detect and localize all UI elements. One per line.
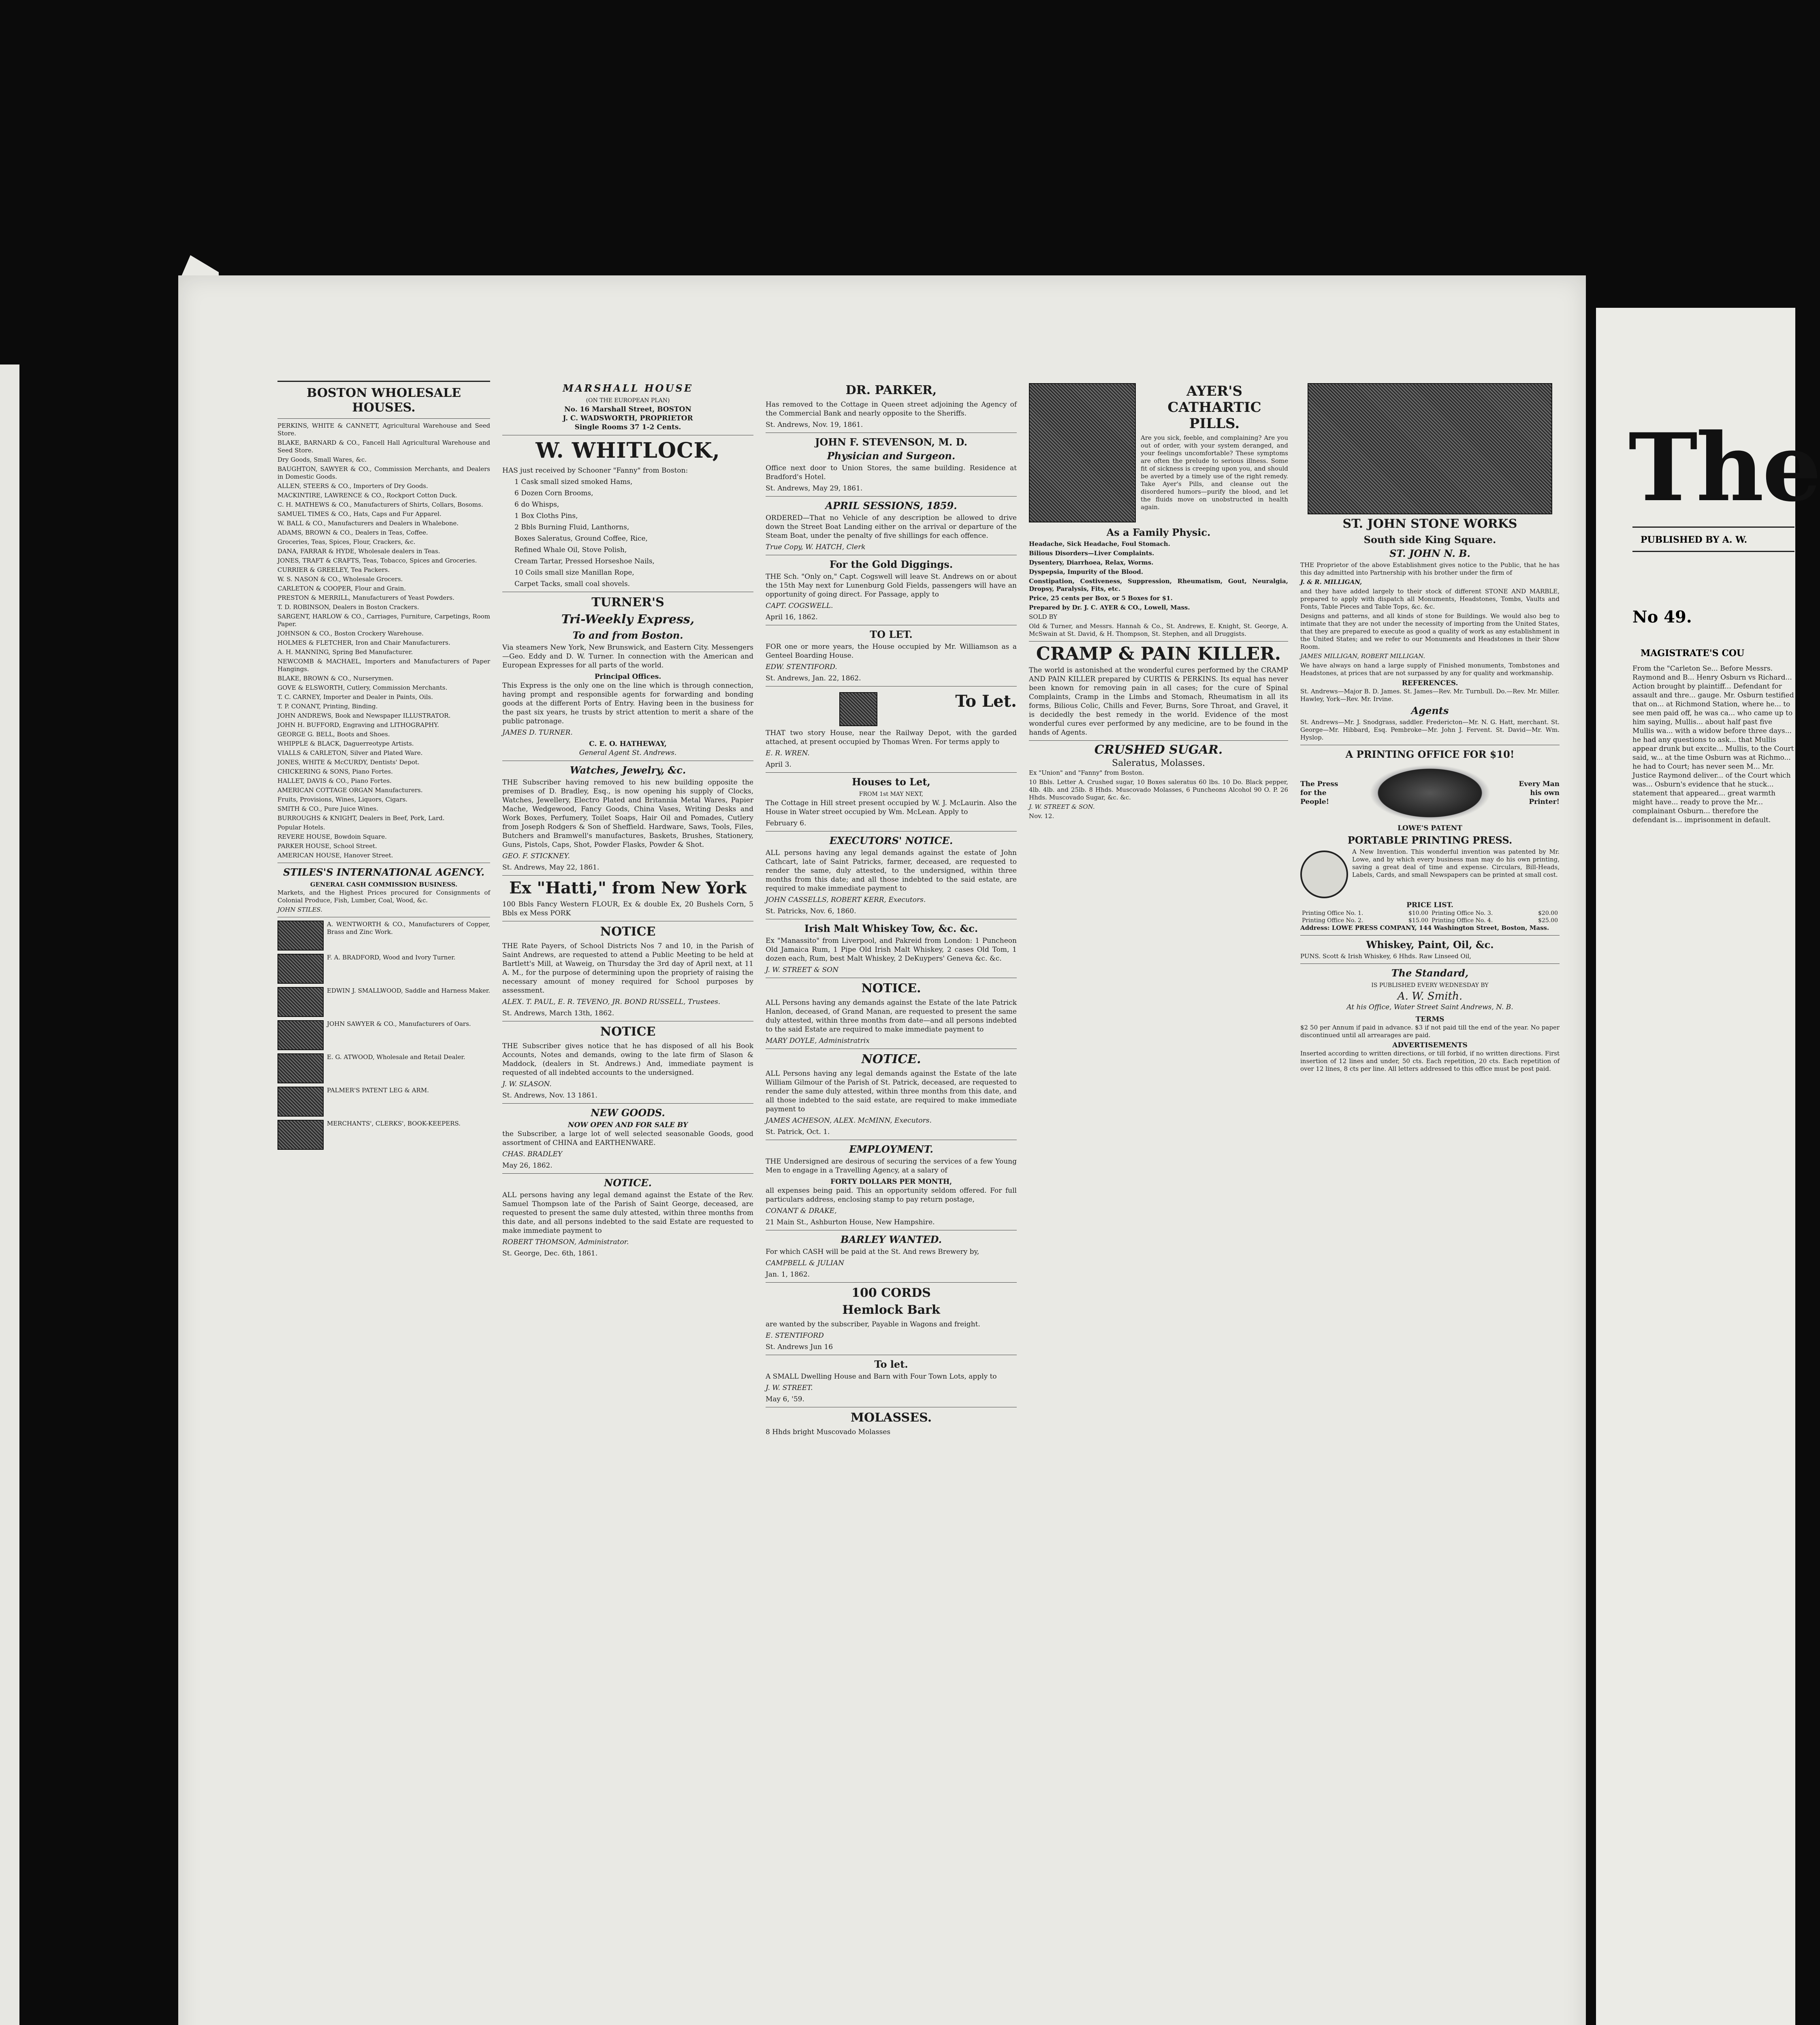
column-2	[502, 381, 753, 2025]
crushed-title: CRUSHED SUGAR.	[1094, 743, 1223, 757]
gold-title: For the Gold Diggings.	[829, 558, 953, 570]
price-cell: $25.00	[1538, 917, 1558, 924]
ayer-dyspepsia: Dyspepsia, Impurity of the Blood.	[1029, 568, 1144, 576]
to-let-2-body: THAT two story House, near the Railway Depot, with the garded attached, at present occupied by Thomas Wren. For terms apply to	[766, 729, 1017, 746]
price-cell: Printing Office No. 1.	[1302, 910, 1363, 917]
barley-body: For which CASH will be paid at the St. And rews Brewery by,	[766, 1248, 979, 1256]
notice-3-body: ALL persons having any legal demand against the Estate of the Rev. Samuel Thompson late of the Parish of Saint George, deceased, are requested to present the same duly attested, within three months from this date, and all persons indebted to the said Estate are requested to make immediate payment to	[502, 1191, 753, 1235]
cramp-title: CRAMP & PAIN KILLER.	[1036, 644, 1281, 664]
illustrated-ad	[277, 1020, 490, 1050]
molasses-title: MOLASSES.	[850, 1411, 932, 1425]
price-row	[1300, 910, 1560, 917]
business-listing: DANA, FARRAR & HYDE, Wholesale dealers in Teas.	[277, 548, 440, 555]
business-listing: MACKINTIRE, LAWRENCE & CO., Rockport Cotton Duck.	[277, 492, 457, 499]
crushed-signature: J. W. STREET & SON.	[1029, 803, 1095, 810]
business-listing: AMERICAN HOUSE, Hanover Street.	[277, 852, 393, 859]
divider	[1300, 963, 1560, 964]
business-listing: CARLETON & COOPER, Flour and Grain.	[277, 585, 406, 592]
business-listing: JONES, WHITE & McCURDY, Dentists' Depot.	[277, 759, 420, 766]
executors-date: St. Patricks, Nov. 6, 1860.	[766, 907, 856, 915]
cords-date: St. Andrews Jun 16	[766, 1343, 833, 1351]
whitlock-item: 10 Coils small size Manillan Rope,	[514, 569, 634, 577]
to-let-3-body: A SMALL Dwelling House and Barn with Four Town Lots, apply to	[766, 1373, 997, 1381]
business-listing: WHIPPLE & BLACK, Daguerreotype Artists.	[277, 740, 414, 747]
divider	[766, 1282, 1017, 1283]
cords-signature: E. STENTIFORD	[766, 1332, 824, 1340]
notice-4-body: ALL Persons having any demands against the Estate of the late Patrick Hanlon, deceased, of Grand Manan, are requested to present the same duly attested, within three months from date—and all persons indebted to the said Estate are required to make immediate payment to	[766, 999, 1017, 1034]
stonework-body-4: We have always on hand a large supply of Finished monuments, Tombstones and Headstones, at prices that are not surpassed by any for quality and workmanship.	[1300, 662, 1560, 677]
notice-2-signature: J. W. SLASON.	[502, 1080, 552, 1088]
business-listing: PERKINS, WHITE & CANNETT, Agricultural Warehouse and Seed Store.	[277, 422, 490, 437]
business-listing: JOHN H. BUFFORD, Engraving and LITHOGRAPHY.	[277, 721, 439, 729]
illustrated-ad	[277, 1053, 490, 1083]
business-listing: BAUGHTON, SAWYER & CO., Commission Merchants, and Dealers in Domestic Goods.	[277, 465, 490, 480]
stonework-body-3: Designs and patterns, and all kinds of stone for Buildings. We would also beg to intimate that they are not under the necessity of importing from the United States, that they are prepared to execute as good a quality of work as any establishment in the United States; and we refer to our Monuments and Headstones in their Show Room.	[1300, 612, 1560, 650]
divider	[766, 496, 1017, 497]
to-let-1-signature: EDW. STENTIFORD.	[766, 663, 837, 671]
cords-sub: Hemlock Bark	[842, 1303, 940, 1317]
lowe-seal-icon	[1300, 850, 1348, 898]
notice-1-signature: ALEX. T. PAUL, E. R. TEVENO, JR. BOND RUSSELL, Trustees.	[502, 998, 721, 1006]
irish-body: Ex "Manassito" from Liverpool, and Pakreid from London: 1 Puncheon Old Jamaica Rum, 1 Pipe Old Irish Malt Whiskey, 2 cases Old Tom, 1 dozen each, Rum, best Malt Whiskey, 2 DeKuypers' Geneva &c. &c.	[766, 937, 1017, 963]
price-cell: Printing Office No. 4.	[1431, 917, 1493, 924]
notice-2-date: St. Andrews, Nov. 13 1861.	[502, 1091, 597, 1100]
employment-title: EMPLOYMENT.	[849, 1143, 933, 1155]
notice-3-date: St. George, Dec. 6th, 1861.	[502, 1249, 598, 1258]
hatheway-role: General Agent St. Andrews.	[579, 749, 677, 757]
whitlock-item: Refined Whale Oil, Stove Polish,	[514, 546, 627, 554]
crushed-sub: Saleratus, Molasses.	[1112, 758, 1205, 768]
notice-5-date: St. Patrick, Oct. 1.	[766, 1128, 830, 1136]
whitlock-item: 1 Box Cloths Pins,	[514, 512, 578, 520]
gold-body: THE Sch. "Only on," Capt. Cogswell will leave St. Andrews on or about the 15th May next for Lunenburg Gold Fields, passengers will have an opportunity of going direct. For Passage, apply to	[766, 573, 1017, 599]
notice-1-title: NOTICE	[600, 925, 656, 939]
ayer-body: Are you sick, feeble, and complaining? Are you out of order, with your system deranged, and your feelings uncomfortable? These symptoms are often the prelude to serious illness. Some fit of sickness is creeping upon you, and should be averted by a timely use of the right remedy. Take Ayer's Pills, and cleanse out the disordered humors—purify the blood, and let the fluids move on unobstructed in health again.	[1141, 434, 1288, 511]
stonework-signature: JAMES MILLIGAN, ROBERT MILLIGAN.	[1300, 652, 1425, 660]
business-listing: ADAMS, BROWN & CO., Dealers in Teas, Coffee.	[277, 529, 428, 536]
watches-title: Watches, Jewelry, &c.	[570, 764, 686, 776]
notice-3-signature: ROBERT THOMSON, Administrator.	[502, 1238, 629, 1246]
business-listing: NEWCOMB & MACHAEL, Importers and Manufacturers of Paper Hangings.	[277, 658, 490, 673]
ad-text: EDWIN J. SMALLWOOD, Saddle and Harness Maker.	[327, 987, 491, 994]
new-goods-signature: CHAS. BRADLEY	[502, 1150, 563, 1158]
notice-5-body: ALL Persons having any legal demands against the Estate of the late William Gilmour of the Parish of St. Patrick, deceased, are requested to render the same duly attested, within three months from this date, and all those indebted to the said estate, are required to make immediate payment to	[766, 1070, 1017, 1113]
notice-5-title: NOTICE.	[861, 1052, 921, 1066]
ayer-title: AYER'S CATHARTIC PILLS.	[1167, 383, 1261, 432]
barley-date: Jan. 1, 1862.	[766, 1270, 810, 1279]
business-listing: SMITH & CO., Pure Juice Wines.	[277, 805, 378, 812]
stevenson-title: JOHN F. STEVENSON, M. D.	[815, 436, 967, 448]
business-listing: Groceries, Teas, Spices, Flour, Crackers, &c.	[277, 538, 416, 546]
ad-woodcut-icon	[277, 987, 324, 1017]
notice-1-body: THE Rate Payers, of School Districts Nos 7 and 10, in the Parish of Saint Andrews, are requested to attend a Public Meeting to be held at Bartlett's Mill, at Waweig, on Thursday the 3rd day of April next, at 11 A. M., for the purpose of determining upon the propriety of raising the necessary amount of money required for School purposes by assessment.	[502, 942, 753, 995]
ad-text: PALMER'S PATENT LEG & ARM.	[327, 1087, 429, 1094]
ayer-price: Price, 25 cents per Box, or 5 Boxes for $1.	[1029, 595, 1173, 602]
article-body: From the "Carleton Se... Before Messrs. Raymond and B... Henry Osburn vs Richard... Action brought by plaintiff... Defendant for assault and thre... gauge. Mr. Osburn testified that on... at Richmond Station, where he... to see men paid off, he was ca... who came up to him saying, Mullis... about half past five Mullis wa... with a widow before three days... he had any questions to ask... that Mullis appear drunk but excite... Mullis, to the Court said, w... at the time Osburn was at Richmo... he had to Court; has never seen M... Mr. Justice Raymond deliver... of the Court which was... Osburn's evidence that he stuck... statement that appeared... great warmth might have... ready to prove the Mr... complainant Osburn... therefore the defendant is... imprisonment in default.	[1632, 665, 1794, 824]
business-listing: A. H. MANNING, Spring Bed Manufacturer.	[277, 648, 413, 656]
business-listing: T. P. CONANT, Printing, Binding.	[277, 703, 378, 710]
divider	[1300, 935, 1560, 936]
turner-signature: JAMES D. TURNER.	[502, 729, 573, 737]
turner-body: Via steamers New York, New Brunswick, and Eastern City. Messengers—Geo. Eddy and D. W. Turner. In connection with the American and European Expresses for all parts of the world.	[502, 644, 753, 669]
watches-body: THE Subscriber having removed to his new building opposite the premises of D. Bradley, Esq., is now opening his supply of Clocks, Watches, Jewellery, Electro Plated and Britannia Metal Wares, Papier Mache, Wedgewood, Fancy Goods, China Vases, Writing Desks and Work Boxes, Perfumery, Toilet Soaps, Hair Oil and Pomades, Cutlery from Joseph Rodgers & Son of Sheffield. Hardware, Saws, Tools, Files, Butchers and Bramwell's manufactures, Baskets, Brushes, Stationery, Guns, Pistols, Caps, Shot, Powder Flasks, Powder & Shot.	[502, 778, 753, 849]
stonework-sub: South side King Square.	[1363, 534, 1496, 546]
hatti-title: Ex "Hatti," from New York	[509, 878, 747, 897]
gold-date: April 16, 1862.	[766, 613, 818, 621]
business-listing: Popular Hotels.	[277, 824, 325, 831]
divider	[502, 875, 753, 876]
new-goods-date: May 26, 1862.	[502, 1162, 553, 1170]
divider	[1029, 641, 1288, 642]
business-listing: HOLMES & FLETCHER, Iron and Chair Manufacturers.	[277, 639, 450, 646]
business-listing: BLAKE, BROWN & CO., Nurserymen.	[277, 675, 394, 682]
notice-4-title: NOTICE.	[861, 981, 921, 995]
ad-text: A. WENTWORTH & CO., Manufacturers of Copper, Brass and Zinc Work.	[327, 921, 490, 936]
houses-body: The Cottage in Hill street present occupied by W. J. McLaurin. Also the House in Water street occupied by Wm. McLean. Apply to	[766, 799, 1017, 816]
published-by: PUBLISHED BY A. W.	[1641, 535, 1747, 545]
ayer-dysentery: Dysentery, Diarrhoea, Relax, Worms.	[1029, 559, 1154, 566]
price-cell: Printing Office No. 3.	[1431, 910, 1493, 917]
divider	[1029, 740, 1288, 741]
cords-body: are wanted by the subscriber, Payable in Wagons and freight.	[766, 1320, 980, 1328]
business-listing: CURRIER & GREELEY, Tea Packers.	[277, 566, 390, 573]
business-listing: GOVE & ELSWORTH, Cutlery, Commission Merchants.	[277, 684, 448, 691]
price-cell: $15.00	[1408, 917, 1428, 924]
irish-title: Irish Malt Whiskey Tow, &c. &c.	[804, 923, 978, 934]
turner-express: Tri-Weekly Express,	[561, 612, 695, 627]
divider	[766, 772, 1017, 773]
price-cell: $20.00	[1538, 910, 1558, 917]
terms-title: TERMS	[1415, 1015, 1444, 1023]
whitlock-items	[502, 477, 753, 588]
parker-body: Has removed to the Cottage in Queen street adjoining the Agency of the Commercial Bank and nearly opposite to the Sheriffs.	[766, 401, 1017, 418]
illustrated-ad	[277, 987, 490, 1017]
column-5	[1300, 381, 1560, 2025]
to-let-1-title: TO LET.	[870, 629, 913, 640]
illustrated-ad	[277, 954, 490, 984]
agents-title: Agents	[1411, 705, 1449, 716]
turner-title: TURNER'S	[591, 595, 664, 610]
sessions-signature: True Copy, W. HATCH, Clerk	[766, 543, 866, 551]
business-listing: C. H. MATHEWS & CO., Manufacturers of Shirts, Collars, Bosoms.	[277, 501, 483, 508]
ad-woodcut-icon	[277, 954, 324, 984]
ad-woodcut-icon	[277, 1120, 324, 1150]
executors-title: EXECUTORS' NOTICE.	[829, 835, 953, 846]
issue-number: No 49.	[1632, 608, 1692, 627]
to-let-1-body: FOR one or more years, the House occupied by Mr. Williamson as a Genteel Boarding House.	[766, 643, 1017, 660]
price-table	[1300, 910, 1560, 924]
ad-text: F. A. BRADFORD, Wood and Ivory Turner.	[327, 954, 456, 961]
ayer-prepared: Prepared by Dr. J. C. AYER & CO., Lowell, Mass.	[1029, 604, 1190, 611]
stonework-body: THE Proprietor of the above Establishment gives notice to the Public, that he has this day admitted into Partnership with his brother under the firm of	[1300, 561, 1560, 576]
business-listing: PARKER HOUSE, School Street.	[277, 842, 377, 850]
house-woodcut-icon	[839, 692, 877, 726]
references-title: REFERENCES.	[1402, 679, 1458, 687]
turner-offices: Principal Offices.	[594, 673, 661, 681]
standard-office: At his Office, Water Street Saint Andrews, N. B.	[1346, 1003, 1513, 1011]
parker-date: St. Andrews, Nov. 19, 1861.	[766, 421, 863, 429]
standard-publisher: A. W. Smith.	[1397, 990, 1463, 1002]
whitlock-item: 1 Cask small sized smoked Hams,	[514, 478, 633, 486]
price-row	[1300, 917, 1560, 924]
notice-3-title: NOTICE.	[604, 1177, 652, 1189]
business-listing: BLAKE, BARNARD & CO., Fancell Hall Agricultural Warehouse and Seed Store.	[277, 439, 490, 454]
business-listing: SARGENT, HARLOW & CO., Carriages, Furniture, Carpetings, Room Paper.	[277, 613, 490, 628]
price-title: PRICE LIST.	[1406, 901, 1453, 909]
ayer-constipation: Constipation, Costiveness, Suppression, Rheumatism, Gout, Neuralgia, Dropsy, Paralysis, Fits, etc.	[1029, 578, 1288, 593]
illustrated-ad	[277, 1120, 490, 1150]
illustrated-ad	[277, 1087, 490, 1117]
stiles-body: Markets, and the Highest Prices procured for Consignments of Colonial Produce, Fish, Lumber, Coal, Wood, &c.	[277, 889, 490, 904]
business-listing: REVERE HOUSE, Bowdoin Square.	[277, 833, 387, 840]
stonework-body-2: and they have added largely to their stock of different STONE AND MARBLE, prepared to apply with dispatch all Monuments, Headstones, Tombs, Vaults and Fonts, Table Pieces and Table Tops, &c. &c.	[1300, 588, 1560, 610]
stiles-subtitle: GENERAL CASH COMMISSION BUSINESS.	[310, 881, 458, 888]
price-cell: $10.00	[1408, 910, 1428, 917]
business-listing: JOHN ANDREWS, Book and Newspaper ILLUSTRATOR.	[277, 712, 451, 719]
business-listing: SAMUEL TIMES & CO., Hats, Caps and Fur Apparel.	[277, 510, 442, 518]
to-let-2-date: April 3.	[766, 761, 792, 769]
monument-woodcut-icon	[1308, 383, 1552, 514]
adjacent-page-sliver	[0, 364, 19, 2025]
adv-title: ADVERTISEMENTS	[1392, 1041, 1468, 1049]
business-listing: T. C. CARNEY, Importer and Dealer in Paints, Oils.	[277, 693, 433, 701]
masthead: The	[1628, 413, 1820, 522]
employment-address: 21 Main St., Ashburton House, New Hampshire.	[766, 1218, 935, 1226]
stevenson-sub: Physician and Surgeon.	[827, 450, 956, 462]
notice-2-body: THE Subscriber gives notice that he has disposed of all his Book Accounts, Notes and demands, owing to the late firm of Slason & Maddock, (dealers in St. Andrews.) And, immediate payment is requested of all indebted accounts to the undersigned.	[502, 1042, 753, 1077]
ayer-sold-by: SOLD BY	[1029, 613, 1057, 620]
to-let-3-date: May 6, '59.	[766, 1395, 804, 1403]
houses-date: February 6.	[766, 819, 807, 827]
printing-left: The Press for the People!	[1300, 780, 1338, 806]
to-let-3-signature: J. W. STREET.	[766, 1384, 813, 1392]
business-listing: ALLEN, STEERS & CO., Importers of Dry Goods.	[277, 482, 428, 490]
turner-body-2: This Express is the only one on the line which is through connection, having prompt and responsible agents for forwarding and bonding goods at the different Ports of Entry. Having been in the business for the past six years, he trusts by strict attention to merit a share of the public patronage.	[502, 682, 753, 725]
new-goods-body: the Subscriber, a large lot of well selected seasonable Goods, good assortment of CHINA and EARTHENWARE.	[502, 1130, 753, 1147]
ad-text: JOHN SAWYER & CO., Manufacturers of Oars.	[327, 1020, 471, 1027]
whitlock-item: 6 do Whisps,	[514, 501, 559, 509]
printing-title: A PRINTING OFFICE FOR $10!	[1345, 748, 1515, 760]
barley-signature: CAMPBELL & JULIAN	[766, 1259, 844, 1267]
new-goods-title: NEW GOODS.	[591, 1107, 665, 1119]
pill-boxes-woodcut-icon	[1029, 383, 1136, 522]
business-listing: Dry Goods, Small Wares, &c.	[277, 456, 367, 463]
to-let-3-title: To let.	[874, 1358, 908, 1370]
lowe-body: A New Invention. This wonderful invention was patented by Mr. Lowe, and by which every business man may do his own printing, saving a great deal of time and expense. Circulars, Bill-Heads, Labels, Cards, and small Newspapers can be printed at small cost.	[1352, 848, 1560, 878]
stevenson-date: St. Andrews, May 29, 1861.	[766, 484, 863, 492]
notice-4-signature: MARY DOYLE, Administratrix	[766, 1037, 870, 1045]
stiles-signature: JOHN STILES.	[277, 906, 322, 913]
business-listing: GEORGE G. BELL, Boots and Shoes.	[277, 731, 390, 738]
molasses-body: 8 Hhds bright Muscovado Molasses	[766, 1428, 891, 1436]
whiskey-title: Whiskey, Paint, Oil, &c.	[1366, 939, 1494, 951]
business-listing: T. D. ROBINSON, Dealers in Boston Crackers.	[277, 603, 419, 611]
ad-woodcut-icon	[277, 921, 324, 951]
standard-sub: IS PUBLISHED EVERY WEDNESDAY BY	[1371, 982, 1489, 989]
cramp-body: The world is astonished at the wonderful cures performed by the CRAMP AND PAIN KILLER prepared by CURTIS & PERKINS. Its equal has never been known for removing pain in all cases; for the cure of Spinal Complaints, Cramp in the Limbs and Stomach, Rheumatism in all its forms, Bilious Colic, Chills and Fever, Burns, Sore Throat, and Gravel, it is decidedly the best remedy in the world. Evidence of the most wonderful cures ever performed by any medicine, are to be found in the hands of Agents.	[1029, 666, 1288, 737]
marshall-house-title: MARSHALL HOUSE	[562, 382, 693, 394]
marshall-house-address: No. 16 Marshall Street, BOSTON	[564, 405, 691, 414]
business-listing: CHICKERING & SONS, Piano Fortes.	[277, 768, 393, 775]
hatheway-name: C. E. O. HATHEWAY,	[589, 740, 667, 748]
references-body: St. Andrews—Major B. D. James. St. James—Rev. Mr. Turnbull. Do.—Rev. Mr. Miller. Hawley, York—Rev. Mr. Irvine.	[1300, 688, 1560, 703]
houses-sub: FROM 1st MAY NEXT,	[859, 791, 924, 797]
whitlock-item: 6 Dozen Corn Brooms,	[514, 489, 593, 497]
lowe-sub: PORTABLE PRINTING PRESS.	[1347, 834, 1513, 846]
employment-salary: FORTY DOLLARS PER MONTH,	[830, 1178, 952, 1186]
business-listing: HALLET, DAVIS & CO., Piano Fortes.	[277, 777, 392, 784]
newspaper-page	[178, 275, 1586, 2025]
ayer-header	[1029, 381, 1288, 525]
watches-signature: GEO. F. STICKNEY.	[502, 852, 570, 860]
whitlock-intro: HAS just received by Schooner "Fanny" from Boston:	[502, 467, 688, 475]
business-listing: JONES, TRAFT & CRAFTS, Teas, Tobacco, Spices and Groceries.	[277, 557, 477, 564]
boston-houses-heading: BOSTON WHOLESALE HOUSES.	[306, 386, 461, 415]
business-listing: JOHNSON & CO., Boston Crockery Warehouse.	[277, 630, 424, 637]
marshall-house-rooms: Single Rooms 37 1-2 Cents.	[574, 423, 681, 431]
to-let-2-signature: E. R. WREN.	[766, 749, 810, 757]
ayer-headache: Headache, Sick Headache, Foul Stomach.	[1029, 540, 1170, 548]
business-listing: W. S. NASON & CO., Wholesale Grocers.	[277, 576, 403, 583]
employment-body: THE Undersigned are desirous of securing the services of a few Young Men to engage in a Travelling Agency, at a salary of	[766, 1157, 1017, 1174]
notice-1-date: St. Andrews, March 13th, 1862.	[502, 1009, 614, 1017]
employment-body-2: all expenses being paid. This an opportunity seldom offered. For full particulars address, enclosing stamp to pay return postage,	[766, 1187, 1017, 1204]
executors-signature: JOHN CASSELLS, ROBERT KERR, Executors.	[766, 896, 926, 904]
ayer-agents: Old & Turner, and Messrs. Hannah & Co., St. Andrews, E. Knight, St. George, A. McSwain at St. David, & H. Thompson, St. Stephen, and all Druggists.	[1029, 622, 1288, 637]
illustrated-ads	[277, 921, 490, 1150]
turner-route: To and from Boston.	[572, 629, 683, 641]
standard-title: The Standard,	[1391, 967, 1469, 979]
printing-right: Every Man his own Printer!	[1519, 780, 1560, 806]
whitlock-title: W. WHITLOCK,	[536, 438, 720, 463]
column-rule	[277, 381, 490, 382]
stonework-title: ST. JOHN STONE WORKS	[1342, 517, 1517, 531]
notice-5-signature: JAMES ACHESON, ALEX. McMINN, Executors.	[766, 1117, 932, 1125]
notice-2-title: NOTICE	[600, 1025, 656, 1039]
parker-title: DR. PARKER,	[845, 383, 937, 397]
stonework-city: ST. JOHN N. B.	[1389, 548, 1470, 559]
hatti-items: 100 Bbls Fancy Western FLOUR, Ex & double Ex, 20 Bushels Corn, 5 Bbls ex Mess PORK	[502, 900, 753, 917]
stevenson-body: Office next door to Union Stores, the same building. Residence at Bradford's Hotel.	[766, 464, 1017, 481]
marshall-house-sub: (ON THE EUROPEAN PLAN)	[586, 397, 670, 404]
sessions-body: ORDERED—That no Vehicle of any description be allowed to drive down the Street Boat Landing either on the arrival or departure of the Steam Boat, under the penalty of five shillings for each offence.	[766, 514, 1017, 540]
printing-press-icon	[1369, 765, 1491, 821]
business-listing: VIALLS & CARLETON, Silver and Plated Ware.	[277, 749, 423, 757]
divider	[277, 418, 490, 419]
price-cell: Printing Office No. 2.	[1302, 917, 1363, 924]
illustrated-ad	[277, 921, 490, 951]
business-listing: AMERICAN COTTAGE ORGAN Manufacturers.	[277, 787, 423, 794]
business-listings	[277, 422, 490, 859]
houses-title: Houses to Let,	[852, 776, 930, 788]
to-let-1-date: St. Andrews, Jan. 22, 1862.	[766, 674, 861, 682]
ad-text: MERCHANTS', CLERKS', BOOK-KEEPERS.	[327, 1120, 461, 1127]
employment-signature: CONANT & DRAKE,	[766, 1207, 837, 1215]
article-title: MAGISTRATE'S COU	[1641, 648, 1745, 659]
ad-woodcut-icon	[277, 1053, 324, 1083]
new-goods-sub: NOW OPEN AND FOR SALE BY	[568, 1121, 688, 1129]
business-listing: W. BALL & CO., Manufacturers and Dealers in Whalebone.	[277, 520, 459, 527]
watches-date: St. Andrews, May 22, 1861.	[502, 863, 600, 872]
whitlock-item: Boxes Saleratus, Ground Coffee, Rice,	[514, 535, 648, 543]
stonework-firm: J. & R. MILLIGAN,	[1300, 578, 1362, 586]
executors-body: ALL persons having any legal demands against the estate of John Cathcart, late of Saint Patricks, farmer, deceased, are requested to render the same, duly attested, to the undersigned, within three months from this date; and all those indebted to the said estate, are required to make immediate payment to	[766, 849, 1017, 893]
ad-text: E. G. ATWOOD, Wholesale and Retail Dealer.	[327, 1053, 465, 1061]
business-listing: PRESTON & MERRILL, Manufacturers of Yeast Powders.	[277, 594, 454, 601]
adv-body: Inserted according to written directions, or till forbid, if no written directions. First insertion of 12 lines and under, 50 cts. Each repetition, 20 cts. Each repetition of over 12 lines, 8 cts per line. All letters addressed to this office must be post paid.	[1300, 1050, 1560, 1072]
lowe-block	[1300, 848, 1560, 901]
crushed-ex: Ex "Union" and "Fanny" from Boston.	[1029, 769, 1144, 776]
whitlock-item: Carpet Tacks, small coal shovels.	[514, 580, 630, 588]
stiles-title: STILES'S INTERNATIONAL AGENCY.	[283, 866, 485, 878]
barley-title: BARLEY WANTED.	[841, 1234, 942, 1245]
sessions-title: APRIL SESSIONS, 1859.	[825, 500, 957, 512]
column-1	[277, 381, 490, 2025]
whiskey-body: PUNS. Scott & Irish Whiskey, 6 Hhds. Raw Linseed Oil,	[1300, 953, 1472, 960]
business-listing: BURROUGHS & KNIGHT, Dealers in Beef, Pork, Lard.	[277, 814, 445, 822]
ad-woodcut-icon	[277, 1020, 324, 1050]
to-let-2-block	[766, 690, 1017, 729]
to-let-2-title: To Let.	[955, 692, 1017, 711]
whitlock-item: 2 Bbls Burning Fluid, Lanthorns,	[514, 523, 629, 531]
irish-signature: J. W. STREET & SON	[766, 966, 839, 974]
gold-signature: CAPT. COGSWELL.	[766, 602, 833, 610]
cords-title: 100 CORDS	[851, 1286, 931, 1300]
terms-body: $2 50 per Annum if paid in advance. $3 if not paid till the end of the year. No paper discontinued until all arrearages are paid.	[1300, 1024, 1560, 1039]
column-3	[766, 381, 1017, 2025]
divider	[502, 1103, 753, 1104]
business-listing: Fruits, Provisions, Wines, Liquors, Cigars.	[277, 796, 408, 803]
ayer-liver: Bilious Disorders—Liver Complaints.	[1029, 550, 1154, 557]
ayer-family: As a Family Physic.	[1106, 526, 1211, 538]
masthead-rule-2	[1632, 551, 1794, 552]
price-address: Address: LOWE PRESS COMPANY, 144 Washington Street, Boston, Mass.	[1300, 924, 1549, 932]
next-page-fragment	[1596, 308, 1820, 2025]
column-4	[1029, 381, 1288, 2025]
marshall-house-proprietor: J. C. WADSWORTH, PROPRIETOR	[563, 414, 693, 422]
whitlock-item: Cream Tartar, Pressed Horseshoe Nails,	[514, 557, 655, 565]
masthead-rule	[1632, 526, 1794, 528]
divider	[502, 1173, 753, 1174]
crushed-items: 10 Bbls. Letter A. Crushed sugar, 10 Boxes saleratus 60 lbs. 10 Do. Black pepper, 4lb. 4lb. and 25lb. 8 Hhds. Muscovado Molasses, 6 Puncheons Alcohol 90 O. P. 26 Hhds. Muscovado Sugar, &c. &c.	[1029, 778, 1288, 801]
agents-body: St. Andrews—Mr. J. Snodgrass, saddler. Fredericton—Mr. N. G. Hatt, merchant. St. George—Mr. Hibbard, Esq. Pembroke—Mr. John J. Fervent. St. David—Mr. Wm. Hyslop.	[1300, 718, 1560, 741]
lowe-title: LOWE'S PATENT	[1398, 824, 1462, 832]
printing-banner	[1300, 762, 1560, 824]
ad-woodcut-icon	[277, 1087, 324, 1117]
crushed-date: Nov. 12.	[1029, 812, 1054, 820]
